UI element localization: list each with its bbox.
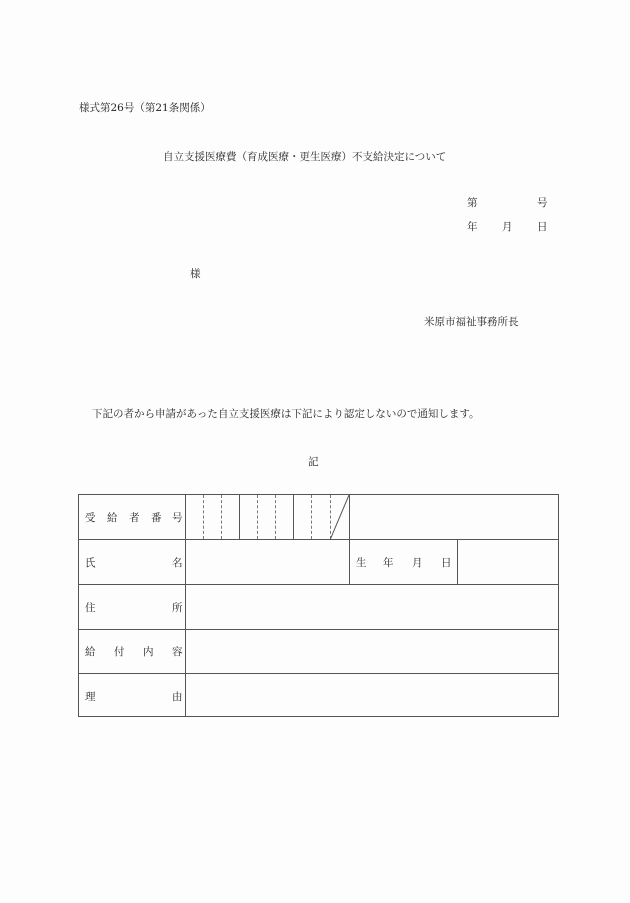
label-benefit-content: 給 付 内 容 xyxy=(79,629,186,673)
name-value[interactable] xyxy=(187,540,349,584)
label-recipient-number: 受 給 者 番 号 xyxy=(79,495,186,539)
digit-box-end xyxy=(349,495,350,539)
table-row-recipient-number xyxy=(79,495,558,540)
form-number: 様式第26号（第21条関係） xyxy=(79,102,211,114)
issuer-name: 米原市福祉事務所長 xyxy=(424,316,519,328)
reason-value[interactable] xyxy=(187,674,558,716)
table-row-name xyxy=(79,540,558,585)
document-title: 自立支援医療費（育成医療・更生医療）不支給決定について xyxy=(163,151,447,163)
notice-text: 下記の者から申請があった自立支援医療は下記により認定しないので通知します。 xyxy=(92,408,480,420)
doc-number-suffix: 号 xyxy=(537,197,548,209)
label-address: 住 所 xyxy=(79,585,186,629)
address-value[interactable] xyxy=(187,585,558,629)
date-day: 日 xyxy=(537,221,548,233)
doc-number-prefix: 第 xyxy=(467,197,478,209)
ki-heading: 記 xyxy=(308,456,319,468)
table-row-reason xyxy=(79,674,558,716)
benefit-content-value[interactable] xyxy=(187,629,558,673)
birth-date-value[interactable] xyxy=(458,540,558,584)
date-year: 年 xyxy=(467,221,478,233)
label-reason: 理 由 xyxy=(79,674,186,716)
table-row-address xyxy=(79,585,558,630)
details-table xyxy=(78,494,559,717)
table-row-benefit-content xyxy=(79,629,558,674)
date-month: 月 xyxy=(502,221,513,233)
birth-date-label: 生 年 月 日 xyxy=(356,557,452,569)
addressee-suffix: 様 xyxy=(190,268,201,280)
recipient-number-value[interactable] xyxy=(187,495,349,539)
label-name: 氏 名 xyxy=(79,540,186,584)
